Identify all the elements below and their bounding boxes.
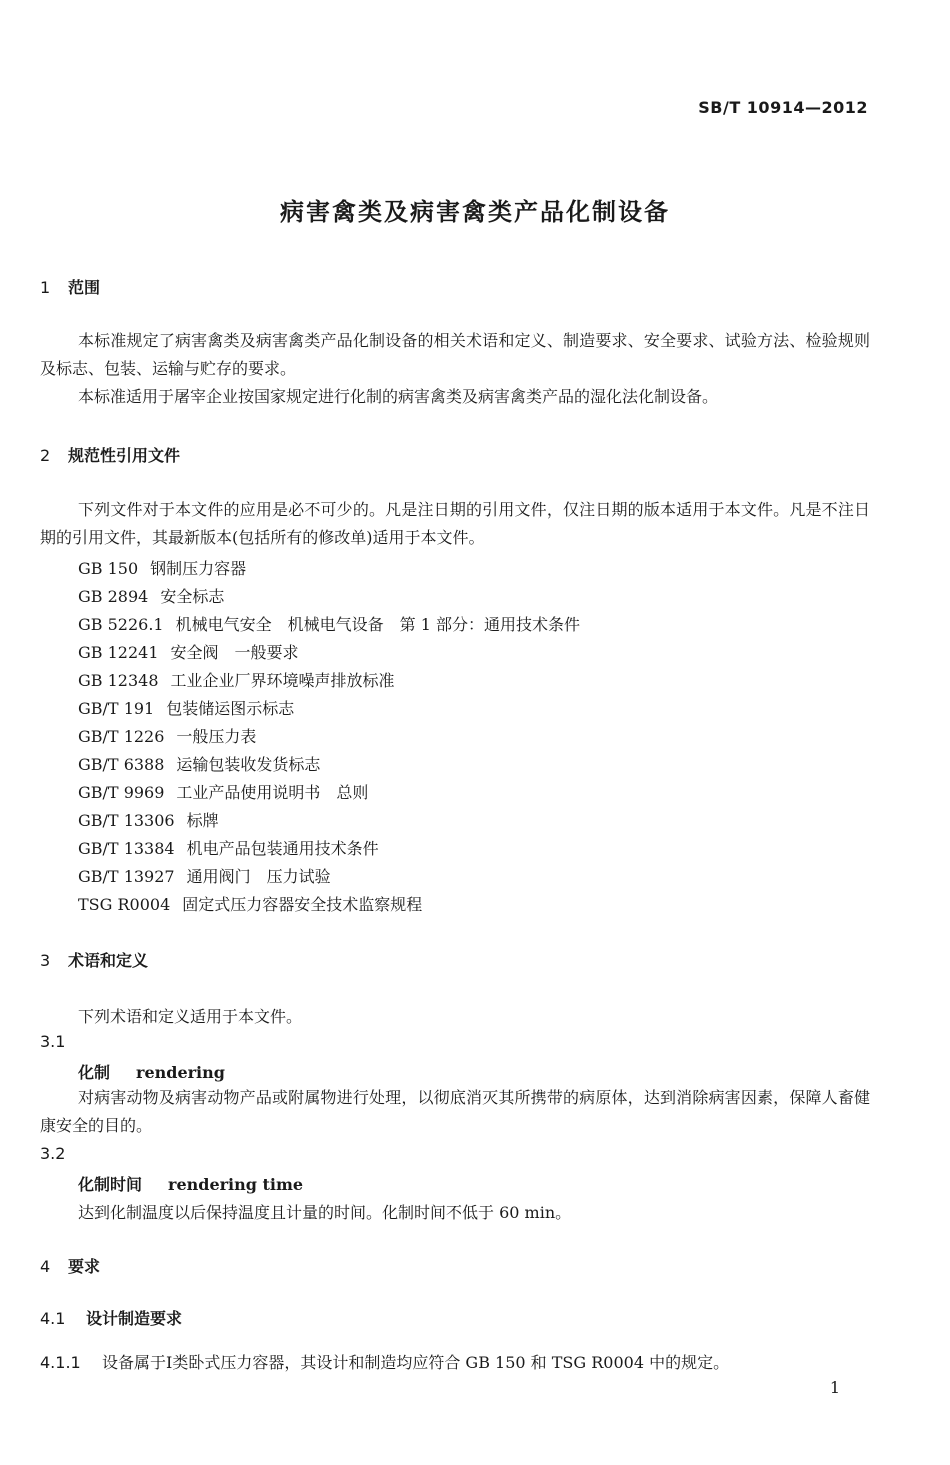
term-definition: 达到化制温度以后保持温度且计量的时间。化制时间不低于 60 min。 — [78, 1203, 572, 1222]
reference-item — [78, 584, 224, 607]
section-number: 4 — [40, 1257, 51, 1276]
reference-item — [78, 752, 320, 775]
scope-paragraph-1: 本标准规定了病害禽类及病害禽类产品化制设备的相关术语和定义、制造要求、安全要求、试验方法、检验规则及标志、包装、运输与贮存的要求。 — [40, 331, 870, 378]
section-title: 范围 — [68, 278, 101, 297]
section-title: 规范性引用文件 — [68, 446, 181, 465]
document-title: 病害禽类及病害禽类产品化制设备 — [280, 198, 670, 226]
subsection-number: 4.1 — [40, 1309, 66, 1328]
reference-title: 运输包装收发货标志 — [176, 755, 321, 774]
reference-code: GB 5226.1 — [78, 615, 164, 634]
reference-item — [78, 556, 246, 579]
reference-code: GB/T 13927 — [78, 867, 175, 886]
reference-code: GB/T 191 — [78, 699, 155, 718]
reference-title: 通用阀门 压力试验 — [186, 867, 331, 886]
reference-item — [78, 668, 395, 691]
terms-intro: 下列术语和定义适用于本文件。 — [78, 1007, 303, 1026]
page-number: 1 — [829, 1378, 840, 1397]
term-zh: 化制 — [78, 1063, 111, 1082]
section-title: 要求 — [68, 1257, 101, 1276]
reference-item — [78, 864, 331, 887]
clause-text: 设备属于Ⅰ类卧式压力容器，其设计和制造均应符合 GB 150 和 TSG R0004 中的规定。 — [102, 1353, 730, 1372]
reference-code: GB 12348 — [78, 671, 159, 690]
scope-paragraph-2: 本标准适用于屠宰企业按国家规定进行化制的病害禽类及病害禽类产品的湿化法化制设备。 — [78, 387, 719, 406]
reference-item — [78, 780, 368, 803]
section-4-heading — [40, 1254, 100, 1277]
standard-code: SB/T 10914—2012 — [698, 98, 868, 117]
section-number: 3 — [40, 951, 51, 970]
section-3-heading — [40, 948, 148, 971]
reference-title: 机电产品包装通用技术条件 — [186, 839, 379, 858]
reference-item — [78, 892, 422, 915]
reference-title: 钢制压力容器 — [150, 559, 247, 578]
reference-item — [78, 612, 580, 635]
section-title: 术语和定义 — [68, 951, 149, 970]
term-en: rendering time — [168, 1175, 304, 1194]
section-2-heading — [40, 443, 180, 466]
clause-number: 4.1.1 — [40, 1353, 81, 1372]
reference-title: 固定式压力容器安全技术监察规程 — [182, 895, 423, 914]
term-heading — [78, 1172, 303, 1195]
reference-code: GB 150 — [78, 559, 139, 578]
reference-code: GB 2894 — [78, 587, 149, 606]
section-1-heading — [40, 275, 100, 298]
reference-title: 标牌 — [186, 811, 219, 830]
term-zh: 化制时间 — [78, 1175, 143, 1194]
term-number: 3.2 — [40, 1144, 66, 1163]
section-number: 1 — [40, 278, 51, 297]
subsection-heading — [40, 1306, 182, 1329]
reference-code: GB 12241 — [78, 643, 159, 662]
term-en: rendering — [136, 1063, 225, 1082]
reference-title: 安全阀 一般要求 — [170, 643, 299, 662]
reference-item — [78, 696, 294, 719]
references-intro: 下列文件对于本文件的应用是必不可少的。凡是注日期的引用文件，仅注日期的版本适用于本文件。凡是不注日期的引用文件，其最新版本(包括所有的修改单)适用于本文件。 — [40, 500, 870, 547]
reference-item — [78, 724, 256, 747]
reference-code: GB/T 13384 — [78, 839, 175, 858]
reference-title: 一般压力表 — [176, 727, 257, 746]
reference-item — [78, 640, 299, 663]
reference-title: 工业企业厂界环境噪声排放标准 — [170, 671, 395, 690]
section-number: 2 — [40, 446, 51, 465]
term-definition: 对病害动物及病害动物产品或附属物进行处理，以彻底消灭其所携带的病原体，达到消除病害因素，保障人畜健康安全的目的。 — [40, 1088, 870, 1135]
reference-item — [78, 836, 379, 859]
term-heading — [78, 1060, 225, 1083]
clause-4-1-1 — [40, 1350, 729, 1373]
reference-title: 安全标志 — [160, 587, 225, 606]
reference-code: GB/T 6388 — [78, 755, 165, 774]
reference-code: GB/T 9969 — [78, 783, 165, 802]
reference-code: GB/T 1226 — [78, 727, 165, 746]
reference-item — [78, 808, 219, 831]
subsection-title: 设计制造要求 — [86, 1309, 183, 1328]
term-number: 3.1 — [40, 1032, 66, 1051]
reference-title: 包装储运图示标志 — [166, 699, 295, 718]
reference-title: 工业产品使用说明书 总则 — [176, 783, 369, 802]
reference-code: TSG R0004 — [78, 895, 171, 914]
reference-code: GB/T 13306 — [78, 811, 175, 830]
reference-title: 机械电气安全 机械电气设备 第 1 部分：通用技术条件 — [175, 615, 580, 634]
